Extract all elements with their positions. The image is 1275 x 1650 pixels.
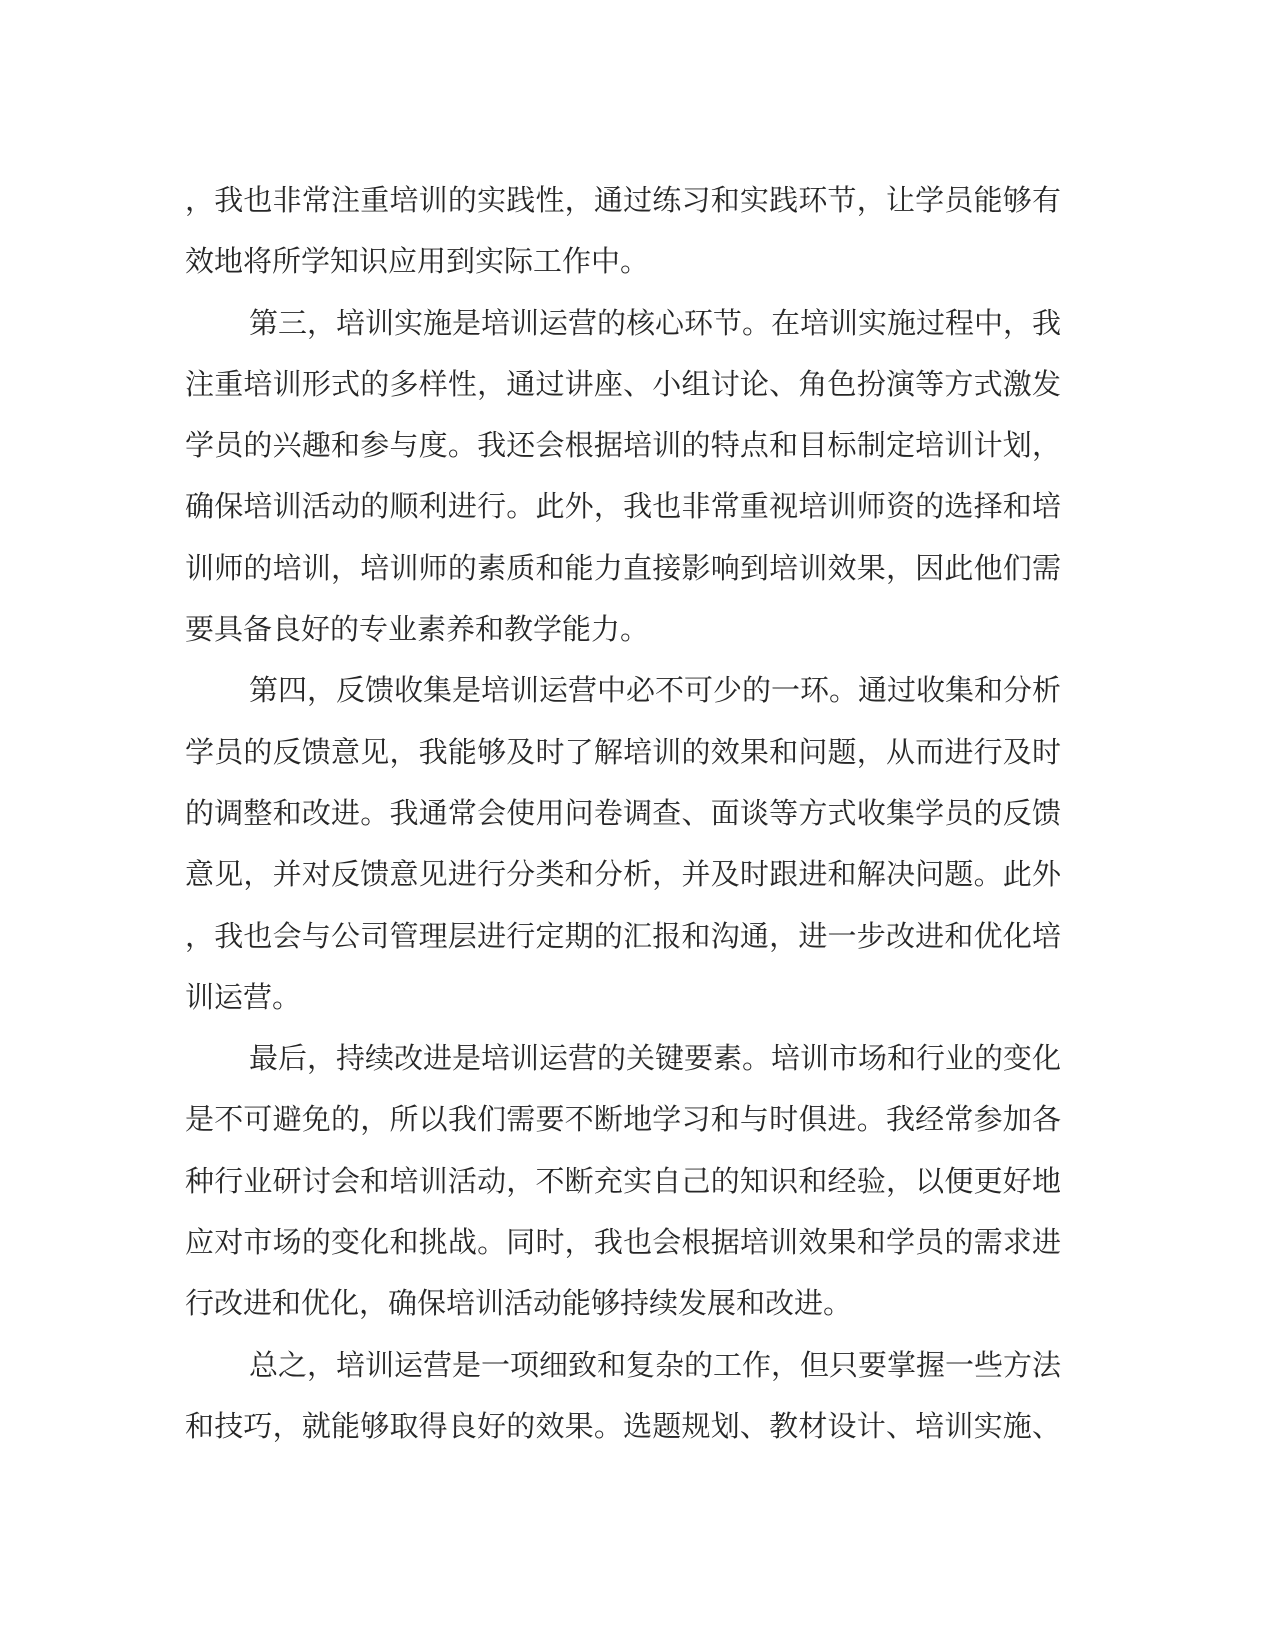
paragraph-final-point bbox=[185, 1028, 1061, 1334]
paragraph-continuation bbox=[185, 170, 1061, 293]
paragraph-fourth-point bbox=[185, 660, 1061, 1028]
body-text-line: 第三，培训实施是培训运营的核心环节。在培训实施过程中，我 bbox=[249, 305, 1061, 340]
body-text-line: ，我也会与公司管理层进行定期的汇报和沟通，进一步改进和优化培 bbox=[185, 918, 1061, 953]
body-text-line: 第四，反馈收集是培训运营中必不可少的一环。通过收集和分析 bbox=[249, 673, 1061, 708]
body-text-line: 总之，培训运营是一项细致和复杂的工作，但只要掌握一些方法 bbox=[249, 1347, 1061, 1382]
paragraph-third-point bbox=[185, 293, 1061, 661]
body-text-line: 学员的兴趣和参与度。我还会根据培训的特点和目标制定培训计划， bbox=[185, 428, 1061, 463]
body-text-line: 效地将所学知识应用到实际工作中。 bbox=[185, 244, 650, 279]
body-text-line: ，我也非常注重培训的实践性，通过练习和实践环节，让学员能够有 bbox=[185, 183, 1061, 217]
document-text-block bbox=[185, 170, 1061, 1457]
body-text-line: 种行业研讨会和培训活动，不断充实自己的知识和经验，以便更好地 bbox=[185, 1163, 1061, 1198]
body-text-line: 应对市场的变化和挑战。同时，我也会根据培训效果和学员的需求进 bbox=[185, 1225, 1061, 1260]
body-text-line: 训运营。 bbox=[185, 979, 302, 1014]
body-text-line: 学员的反馈意见，我能够及时了解培训的效果和问题，从而进行及时 bbox=[185, 734, 1061, 769]
body-text-line: 要具备良好的专业素养和教学能力。 bbox=[185, 612, 650, 647]
body-text-line: 的调整和改进。我通常会使用问卷调查、面谈等方式收集学员的反馈 bbox=[185, 795, 1061, 830]
paragraph-conclusion bbox=[185, 1335, 1061, 1458]
body-text-line: 训师的培训，培训师的素质和能力直接影响到培训效果，因此他们需 bbox=[185, 550, 1061, 585]
body-text-line: 和技巧，就能够取得良好的效果。选题规划、教材设计、培训实施、 bbox=[185, 1408, 1061, 1443]
body-text-line: 是不可避免的，所以我们需要不断地学习和与时俱进。我经常参加各 bbox=[185, 1102, 1061, 1137]
body-text-line: 意见，并对反馈意见进行分类和分析，并及时跟进和解决问题。此外 bbox=[185, 857, 1061, 892]
body-text-line: 确保培训活动的顺利进行。此外，我也非常重视培训师资的选择和培 bbox=[185, 489, 1061, 524]
body-text-line: 最后，持续改进是培训运营的关键要素。培训市场和行业的变化 bbox=[249, 1041, 1061, 1076]
body-text-line: 注重培训形式的多样性，通过讲座、小组讨论、角色扮演等方式激发 bbox=[185, 366, 1061, 401]
body-text-line: 行改进和优化，确保培训活动能够持续发展和改进。 bbox=[185, 1286, 853, 1321]
